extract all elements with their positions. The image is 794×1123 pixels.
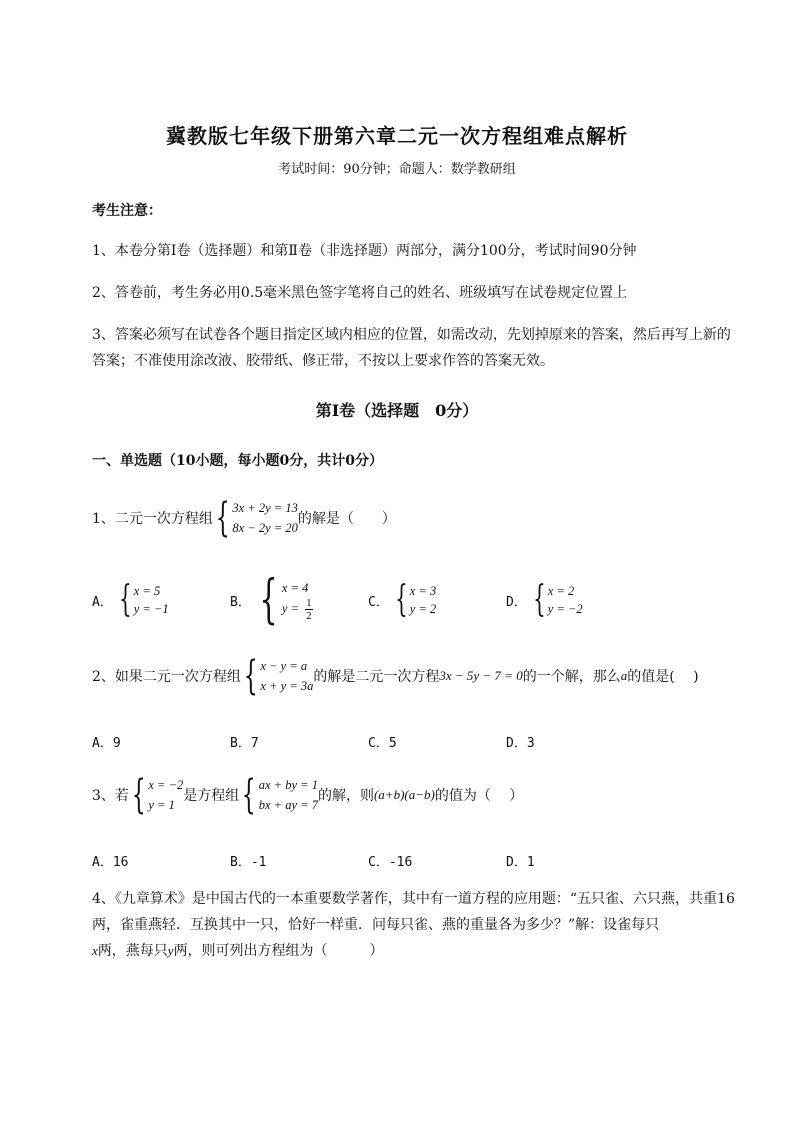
notice-item-1: 1、本卷分第I卷（选择题）和第Ⅱ卷（非选择题）两部分，满分100分，考试时间90分钟 xyxy=(92,243,637,259)
q1-equation-system: { 3x + 2y = 13 8x − 2y = 20 xyxy=(215,495,298,541)
q3-option-b[interactable]: B．-1 xyxy=(230,855,267,870)
question-1 xyxy=(92,495,396,541)
question-3: 3、若 { x = −2 y = 1 是方程组 { ax + by = 1 bx + ay = 7 的解，则(a+b)(a−b)的值为（ ） xyxy=(92,772,524,818)
question-4: 4、《九章算术》是中国古代的一本重要数学著作，其中有一道方程的应用题：“五只雀、六只燕，共重16两，雀重燕轻．互换其中一只，恰好一样重．问每只雀、燕的重量各为多少？”解：设雀每只 x两，燕每只y两，则可列出方程组为（ ） xyxy=(92,891,735,959)
q1-eq1: 3x + 2y = 13 xyxy=(232,501,298,515)
notice-item-2: 2、答卷前，考生务必用0.5毫米黑色签字笔将自己的姓名、班级填写在试卷规定位置上 xyxy=(92,285,628,301)
q3-solution-system: { x = −2 y = 1 xyxy=(131,772,184,818)
q1-option-d[interactable]: D． { x = 2 y = −2 xyxy=(506,579,583,620)
notice-heading: 考生注意： xyxy=(92,203,162,219)
q3-equation-system: { ax + by = 1 bx + ay = 7 xyxy=(242,772,318,818)
part-title: 一、单选题（10小题，每小题0分，共计0分） xyxy=(92,453,383,469)
q2-linear-equation: 3x − 5y − 7 = 0 xyxy=(439,668,523,683)
q1-option-b[interactable]: B． { x = 4 y = $\frac{1}{2}$ xyxy=(230,570,312,630)
q1-options xyxy=(92,570,742,630)
q3-expression: (a+b)(a−b) xyxy=(373,787,435,802)
q1-prefix: 1、二元一次方程组 xyxy=(92,511,213,527)
q1-suffix: 的解是（ ） xyxy=(297,511,396,527)
q3-options xyxy=(92,851,742,871)
q1-option-c[interactable]: C． { x = 3 y = 2 xyxy=(368,579,437,620)
q2-option-a[interactable]: A．9 xyxy=(92,736,121,751)
notice-item-3: 3、答案必须写在试卷各个题目指定区域内相应的位置，如需改动，先划掉原来的答案，然后再写上新的答案；不准使用涂改液、胶带纸、修正带，不按以上要求作答的答案无效。 xyxy=(92,327,731,369)
q2-options xyxy=(92,732,742,752)
q3-option-a[interactable]: A．16 xyxy=(92,855,129,870)
q2-option-c[interactable]: C．5 xyxy=(368,736,397,751)
q1-eq2: 8x − 2y = 20 xyxy=(232,521,298,535)
q2-option-d[interactable]: D．3 xyxy=(506,736,535,751)
exam-subtitle: 考试时间：90分钟；命题人：数学教研组 xyxy=(278,162,516,177)
q1-option-a[interactable]: A． { x = 5 y = −1 xyxy=(92,579,169,620)
question-2: 2、如果二元一次方程组 { x − y = a x + y = 3a 的解是二元一次方程3x − 5y − 7 = 0的一个解，那么a的值是( ) xyxy=(92,653,699,699)
page-title: 冀教版七年级下册第六章二元一次方程组难点解析 xyxy=(166,124,628,148)
q2-equation-system: { x − y = a x + y = 3a xyxy=(243,653,314,699)
q3-option-c[interactable]: C．-16 xyxy=(368,855,413,870)
q3-option-d[interactable]: D．1 xyxy=(506,855,535,870)
section-title: 第I卷（选择题 0分） xyxy=(315,401,479,420)
fraction-one-half: $\frac{1}{2}$ xyxy=(306,596,312,622)
q2-option-b[interactable]: B．7 xyxy=(230,736,259,751)
